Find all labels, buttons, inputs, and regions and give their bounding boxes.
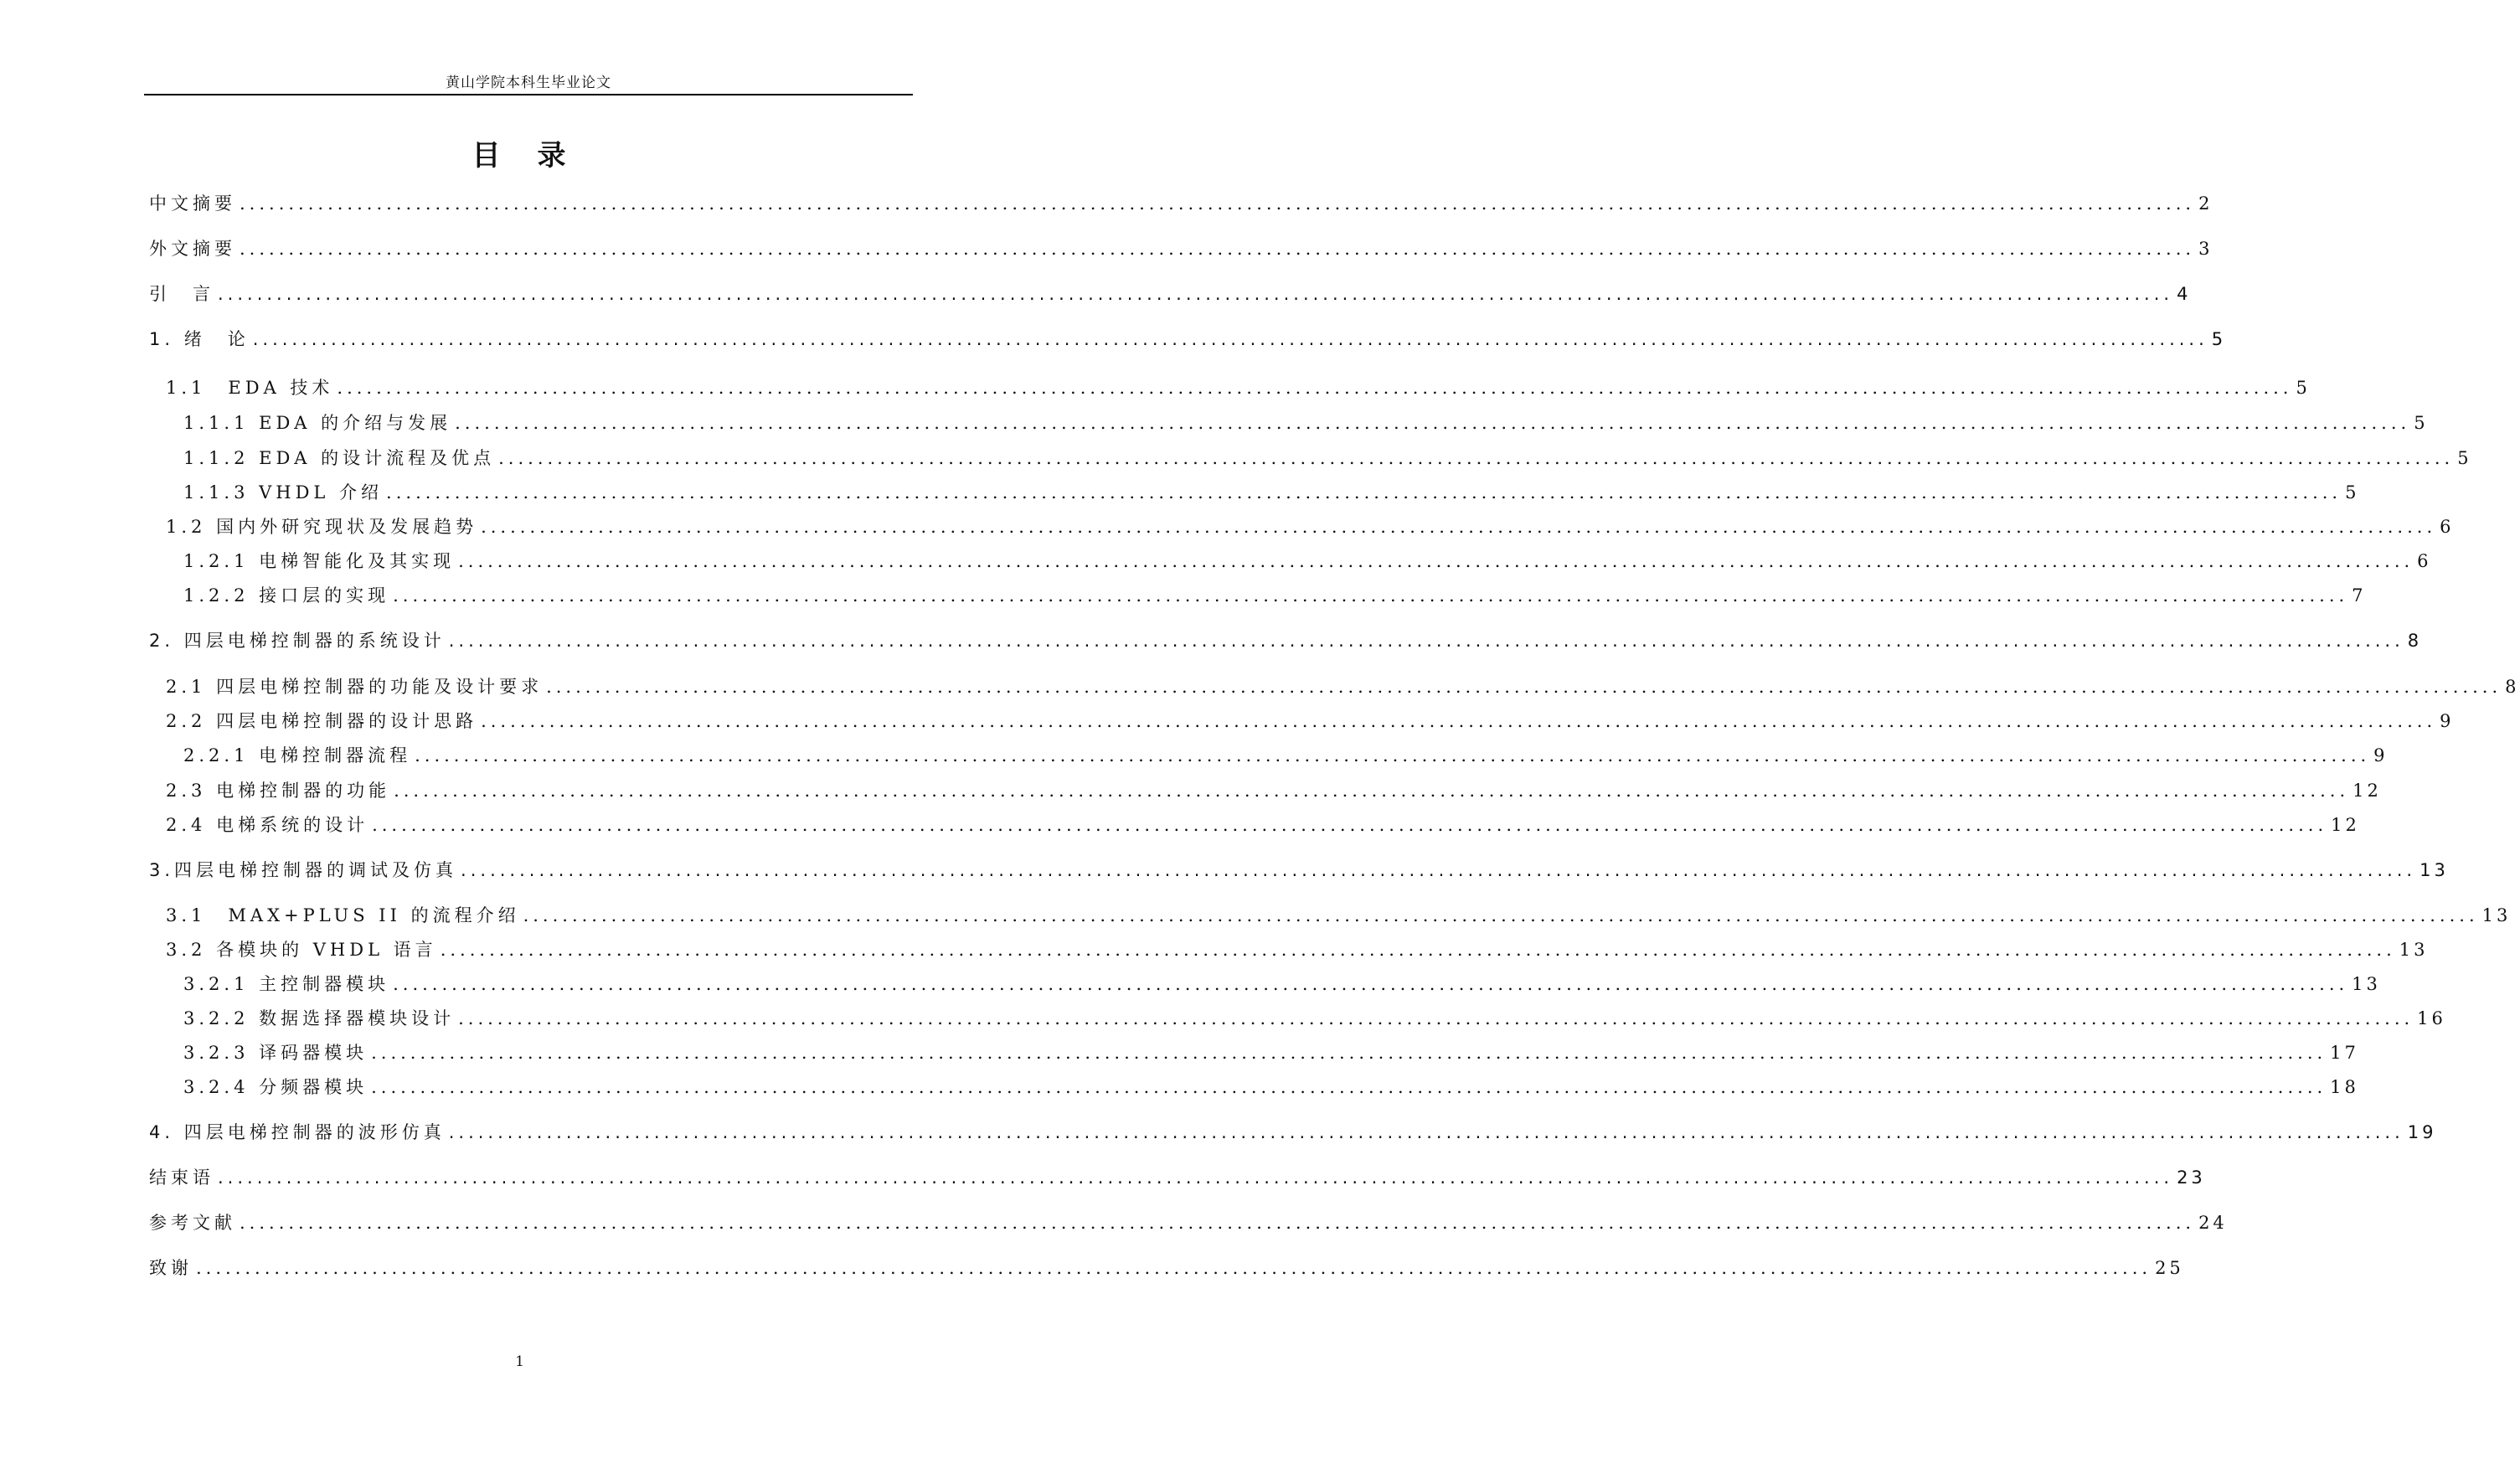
- toc-entry-label: 中文摘要: [149, 193, 236, 214]
- toc-leader-dots: ........................................................................................................................................................................................................: [196, 1258, 2152, 1278]
- toc-entry-page: 9: [2373, 745, 2389, 765]
- toc-leader-dots: ........................................................................................................................................................................................................: [394, 781, 2350, 801]
- toc-leader-dots: ........................................................................................................................................................................................................: [240, 1213, 2196, 1233]
- toc-entry-label: 3.2 各模块的 VHDL 语言: [166, 940, 437, 960]
- toc-entry-page: 5: [2211, 329, 2227, 349]
- toc-entry-label: 1.1.3 VHDL 介绍: [183, 482, 384, 503]
- toc-entry-label: 2.3 电梯控制器的功能: [166, 781, 391, 801]
- page-number: 1: [515, 1353, 524, 1370]
- toc-leader-dots: ........................................................................................................................................................................................................: [448, 631, 2404, 651]
- toc-entry[interactable]: [166, 937, 2429, 962]
- toc-entry-page: 8: [2407, 631, 2423, 651]
- toc-entry[interactable]: [183, 1075, 2359, 1100]
- toc-entry-page: 4: [2177, 284, 2192, 304]
- toc-leader-dots: ........................................................................................................................................................................................................: [372, 815, 2328, 835]
- toc-entry-page: 25: [2155, 1258, 2184, 1278]
- title-left-char: 目: [472, 139, 502, 173]
- toc-entry-page: 7: [2352, 585, 2367, 606]
- toc-entry[interactable]: [166, 514, 2455, 539]
- toc-entry-label: 3.2.2 数据选择器模块设计: [183, 1008, 456, 1028]
- toc-entry-page: 13: [2481, 905, 2512, 925]
- toc-entry-page: 2: [2198, 193, 2213, 214]
- toc-entry-label: 1.1 EDA 技术: [166, 378, 334, 398]
- toc-entry-page: 12: [2331, 815, 2360, 835]
- toc-leader-dots: ........................................................................................................................................................................................................: [448, 1122, 2404, 1142]
- toc-leader-dots: ........................................................................................................................................................................................................: [393, 585, 2349, 606]
- toc-entry-label: 2.2 四层电梯控制器的设计思路: [166, 711, 478, 731]
- toc-entry-label: 3.2.1 主控制器模块: [183, 974, 390, 994]
- toc-entry[interactable]: [166, 674, 2520, 699]
- toc-leader-dots: ........................................................................................................................................................................................................: [498, 448, 2455, 468]
- toc-entry-page: 13: [2352, 974, 2381, 994]
- toc-entry-page: 8: [2505, 677, 2520, 697]
- toc-entry-label: 3.1 MAX+PLUS II 的流程介绍: [166, 905, 520, 925]
- toc-entry-page: 23: [2177, 1167, 2206, 1188]
- toc-entry-page: 16: [2417, 1008, 2446, 1028]
- toc-entry[interactable]: [166, 709, 2455, 734]
- toc-leader-dots: ........................................................................................................................................................................................................: [393, 974, 2349, 994]
- toc-entry[interactable]: [183, 743, 2389, 768]
- toc-entry-label: 2.1 四层电梯控制器的功能及设计要求: [166, 677, 544, 697]
- toc-leader-dots: ........................................................................................................................................................................................................: [481, 517, 2437, 537]
- toc-entry-label: 3.2.4 分频器模块: [183, 1077, 368, 1097]
- toc-leader-dots: ........................................................................................................................................................................................................: [240, 193, 2196, 214]
- toc-entry[interactable]: [149, 191, 2213, 216]
- toc-entry-page: 5: [2345, 482, 2360, 503]
- toc-entry[interactable]: [166, 778, 2382, 803]
- toc-leader-dots: ........................................................................................................................................................................................................: [455, 413, 2411, 433]
- toc-entry[interactable]: [183, 549, 2432, 574]
- toc-leader-dots: ........................................................................................................................................................................................................: [252, 329, 2208, 349]
- toc-entry[interactable]: [183, 1040, 2359, 1065]
- toc-entry-label: 1. 绪 论: [149, 329, 250, 349]
- toc-entry[interactable]: [149, 1210, 2228, 1235]
- toc-entry-page: 9: [2440, 711, 2455, 731]
- toc-entry-page: 5: [2296, 378, 2311, 398]
- title-right-char: 录: [537, 139, 568, 173]
- toc-leader-dots: ........................................................................................................................................................................................................: [218, 284, 2174, 304]
- toc-leader-dots: ........................................................................................................................................................................................................: [415, 745, 2371, 765]
- toc-leader-dots: ........................................................................................................................................................................................................: [546, 677, 2502, 697]
- toc-entry-page: 17: [2330, 1043, 2359, 1063]
- toc-entry[interactable]: [166, 812, 2360, 838]
- toc-entry-label: 参考文献: [149, 1213, 236, 1233]
- toc-entry-label: 致谢: [149, 1258, 193, 1278]
- toc-entry-page: 12: [2353, 781, 2382, 801]
- toc-entry[interactable]: [166, 375, 2311, 400]
- toc-leader-dots: ........................................................................................................................................................................................................: [481, 711, 2437, 731]
- toc-leader-dots: ........................................................................................................................................................................................................: [371, 1077, 2327, 1097]
- toc-leader-dots: ........................................................................................................................................................................................................: [523, 905, 2479, 925]
- toc-entry[interactable]: [183, 972, 2381, 997]
- toc-entry[interactable]: [149, 1120, 2437, 1145]
- toc-entry-label: 3.2.3 译码器模块: [183, 1043, 368, 1063]
- toc-entry[interactable]: [149, 236, 2213, 261]
- toc-entry-page: 5: [2457, 448, 2472, 468]
- toc-entry[interactable]: [183, 583, 2367, 608]
- toc-leader-dots: ........................................................................................................................................................................................................: [440, 940, 2396, 960]
- toc-entry[interactable]: [149, 858, 2449, 883]
- toc-leader-dots: ........................................................................................................................................................................................................: [371, 1043, 2327, 1063]
- toc-entry-label: 引 言: [149, 284, 214, 304]
- toc-leader-dots: ........................................................................................................................................................................................................: [218, 1167, 2174, 1188]
- toc-entry-label: 2.4 电梯系统的设计: [166, 815, 369, 835]
- toc-leader-dots: ........................................................................................................................................................................................................: [337, 378, 2293, 398]
- toc-entry[interactable]: [149, 327, 2227, 352]
- toc-entry-label: 外文摘要: [149, 239, 236, 259]
- toc-entry[interactable]: [183, 1006, 2446, 1031]
- toc-entry[interactable]: [149, 281, 2192, 307]
- toc-leader-dots: ........................................................................................................................................................................................................: [461, 860, 2417, 880]
- toc-entry[interactable]: [183, 446, 2472, 471]
- toc-entry-label: 结束语: [149, 1167, 214, 1188]
- toc-entry-label: 1.1.2 EDA 的设计流程及优点: [183, 448, 496, 468]
- toc-entry-label: 3.四层电梯控制器的调试及仿真: [149, 860, 458, 880]
- toc-entry-page: 19: [2407, 1122, 2437, 1142]
- toc-entry-page: 6: [2440, 517, 2455, 537]
- toc-entry-label: 4. 四层电梯控制器的波形仿真: [149, 1122, 446, 1142]
- toc-entry[interactable]: [166, 903, 2512, 928]
- toc-leader-dots: ........................................................................................................................................................................................................: [386, 482, 2342, 503]
- toc-leader-dots: ........................................................................................................................................................................................................: [240, 239, 2196, 259]
- toc-entry[interactable]: [183, 480, 2360, 505]
- toc-entry-label: 1.1.1 EDA 的介绍与发展: [183, 413, 452, 433]
- toc-entry-label: 1.2.2 接口层的实现: [183, 585, 390, 606]
- toc-entry-page: 24: [2198, 1213, 2228, 1233]
- toc-entry[interactable]: [183, 410, 2429, 436]
- toc-leader-dots: ........................................................................................................................................................................................................: [458, 1008, 2414, 1028]
- toc-entry-page: 3: [2198, 239, 2213, 259]
- toc-entry-label: 1.2.1 电梯智能化及其实现: [183, 551, 456, 571]
- toc-entry[interactable]: [149, 1255, 2184, 1281]
- toc-entry-page: 13: [2399, 940, 2429, 960]
- toc-entry[interactable]: [149, 628, 2423, 653]
- toc-entry-page: 5: [2414, 413, 2429, 433]
- toc-entry-page: 6: [2417, 551, 2432, 571]
- toc-entry-label: 2.2.1 电梯控制器流程: [183, 745, 412, 765]
- toc-entry-label: 1.2 国内外研究现状及发展趋势: [166, 517, 478, 537]
- toc-entry-label: 2. 四层电梯控制器的系统设计: [149, 631, 446, 651]
- toc-leader-dots: ........................................................................................................................................................................................................: [458, 551, 2414, 571]
- toc-entry-page: 18: [2330, 1077, 2359, 1097]
- running-header: 黄山学院本科生毕业论文: [446, 75, 611, 91]
- toc-entry[interactable]: [149, 1165, 2206, 1190]
- toc-entry-page: 13: [2420, 860, 2449, 880]
